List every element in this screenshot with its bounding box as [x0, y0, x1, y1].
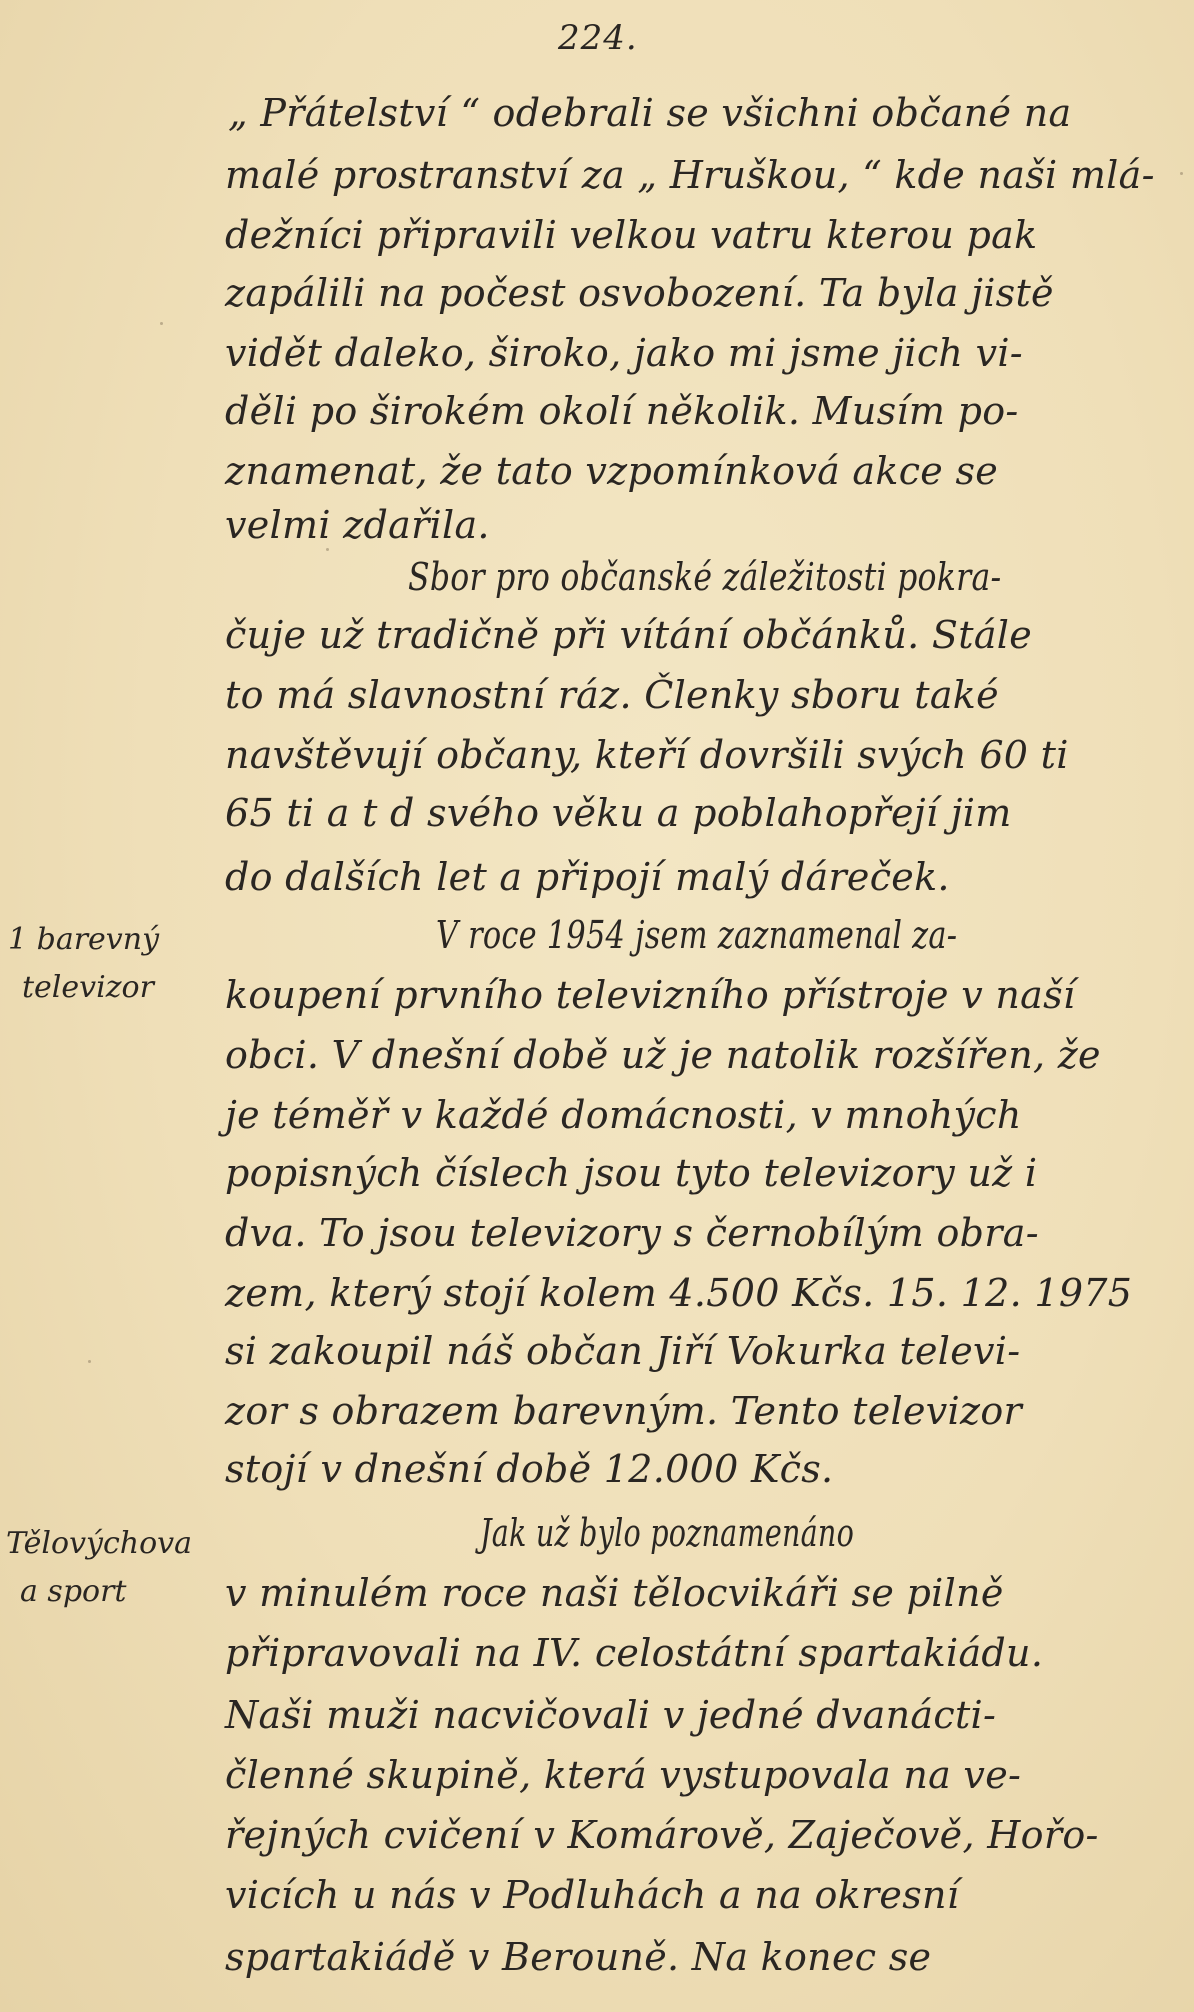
text-line: zor s obrazem barevným. Tento televizor: [225, 1389, 1022, 1433]
text-line: obci. V dnešní době už je natolik rozšířen, že: [225, 1033, 1101, 1077]
text-line: připravovali na IV. celostátní spartakiádu.: [225, 1631, 1044, 1675]
margin-note-sport: [6, 1520, 192, 1616]
paper-speck: [326, 548, 329, 551]
text-line: to má slavnostní ráz. Členky sboru také: [225, 673, 999, 717]
text-line: popisných číslech jsou tyto televizory už i: [225, 1151, 1038, 1195]
text-line: 65 ti a t d svého věku a poblahopřejí jim: [225, 791, 1012, 835]
paper-speck: [160, 322, 163, 325]
text-line: si zakoupil náš občan Jiří Vokurka televi-: [225, 1329, 1021, 1373]
text-line: znamenat, že tato vzpomínková akce se: [225, 449, 999, 493]
paper-speck: [1180, 172, 1183, 175]
text-line: malé prostranství za „ Hruškou, “ kde naši mlá-: [225, 153, 1155, 197]
text-line: navštěvují občany, kteří dovršili svých 60 ti: [225, 733, 1069, 777]
text-line: do dalších let a připojí malý dáreček.: [225, 855, 950, 899]
text-line: řejných cvičení v Komárově, Zaječově, Hořo-: [225, 1813, 1099, 1857]
paper-speck: [88, 1360, 91, 1363]
text-line: velmi zdařila.: [225, 503, 490, 547]
text-line: vidět daleko, široko, jako mi jsme jich vi-: [225, 331, 1023, 375]
text-line: členné skupině, která vystupovala na ve-: [225, 1753, 1022, 1797]
margin-note-line: a sport: [20, 1574, 127, 1609]
text-line: spartakiádě v Berouně. Na konec se: [225, 1935, 932, 1979]
text-line: Naši muži nacvičovali v jedné dvanácti-: [225, 1693, 997, 1737]
text-line: stojí v dnešní době 12.000 Kčs.: [225, 1447, 834, 1491]
text-line: Sbor pro občanské záležitosti pokra-: [408, 555, 1002, 599]
text-line: čuje už tradičně při vítání občánků. Stále: [225, 613, 1033, 657]
text-line: zapálili na počest osvobození. Ta byla jistě: [225, 271, 1054, 315]
text-line: koupení prvního televizního přístroje v naší: [225, 973, 1076, 1017]
text-line: Jak už bylo poznamenáno: [480, 1511, 855, 1555]
margin-note-line: Tělovýchova: [6, 1526, 193, 1561]
text-line: vicích u nás v Podluhách a na okresní: [225, 1873, 960, 1917]
page-number: 224.: [558, 18, 638, 58]
margin-note-color-tv: [8, 916, 159, 1012]
text-line: dežníci připravili velkou vatru kterou pak: [225, 213, 1038, 257]
text-line: dva. To jsou televizory s černobílým obra-: [225, 1211, 1039, 1255]
text-line: je téměř v každé domácnosti, v mnohých: [225, 1093, 1022, 1137]
margin-note-line: 1 barevný: [8, 922, 160, 957]
text-line: zem, který stojí kolem 4.500 Kčs. 15. 12. 1975: [225, 1271, 1133, 1315]
text-line: V roce 1954 jsem zaznamenal za-: [436, 913, 958, 957]
text-line: v minulém roce naši tělocvikáři se pilně: [225, 1571, 1004, 1615]
margin-note-line: televizor: [22, 970, 154, 1005]
text-line: „ Přátelství “ odebrali se všichni občané na: [228, 91, 1072, 135]
text-line: děli po širokém okolí několik. Musím po-: [225, 389, 1019, 433]
